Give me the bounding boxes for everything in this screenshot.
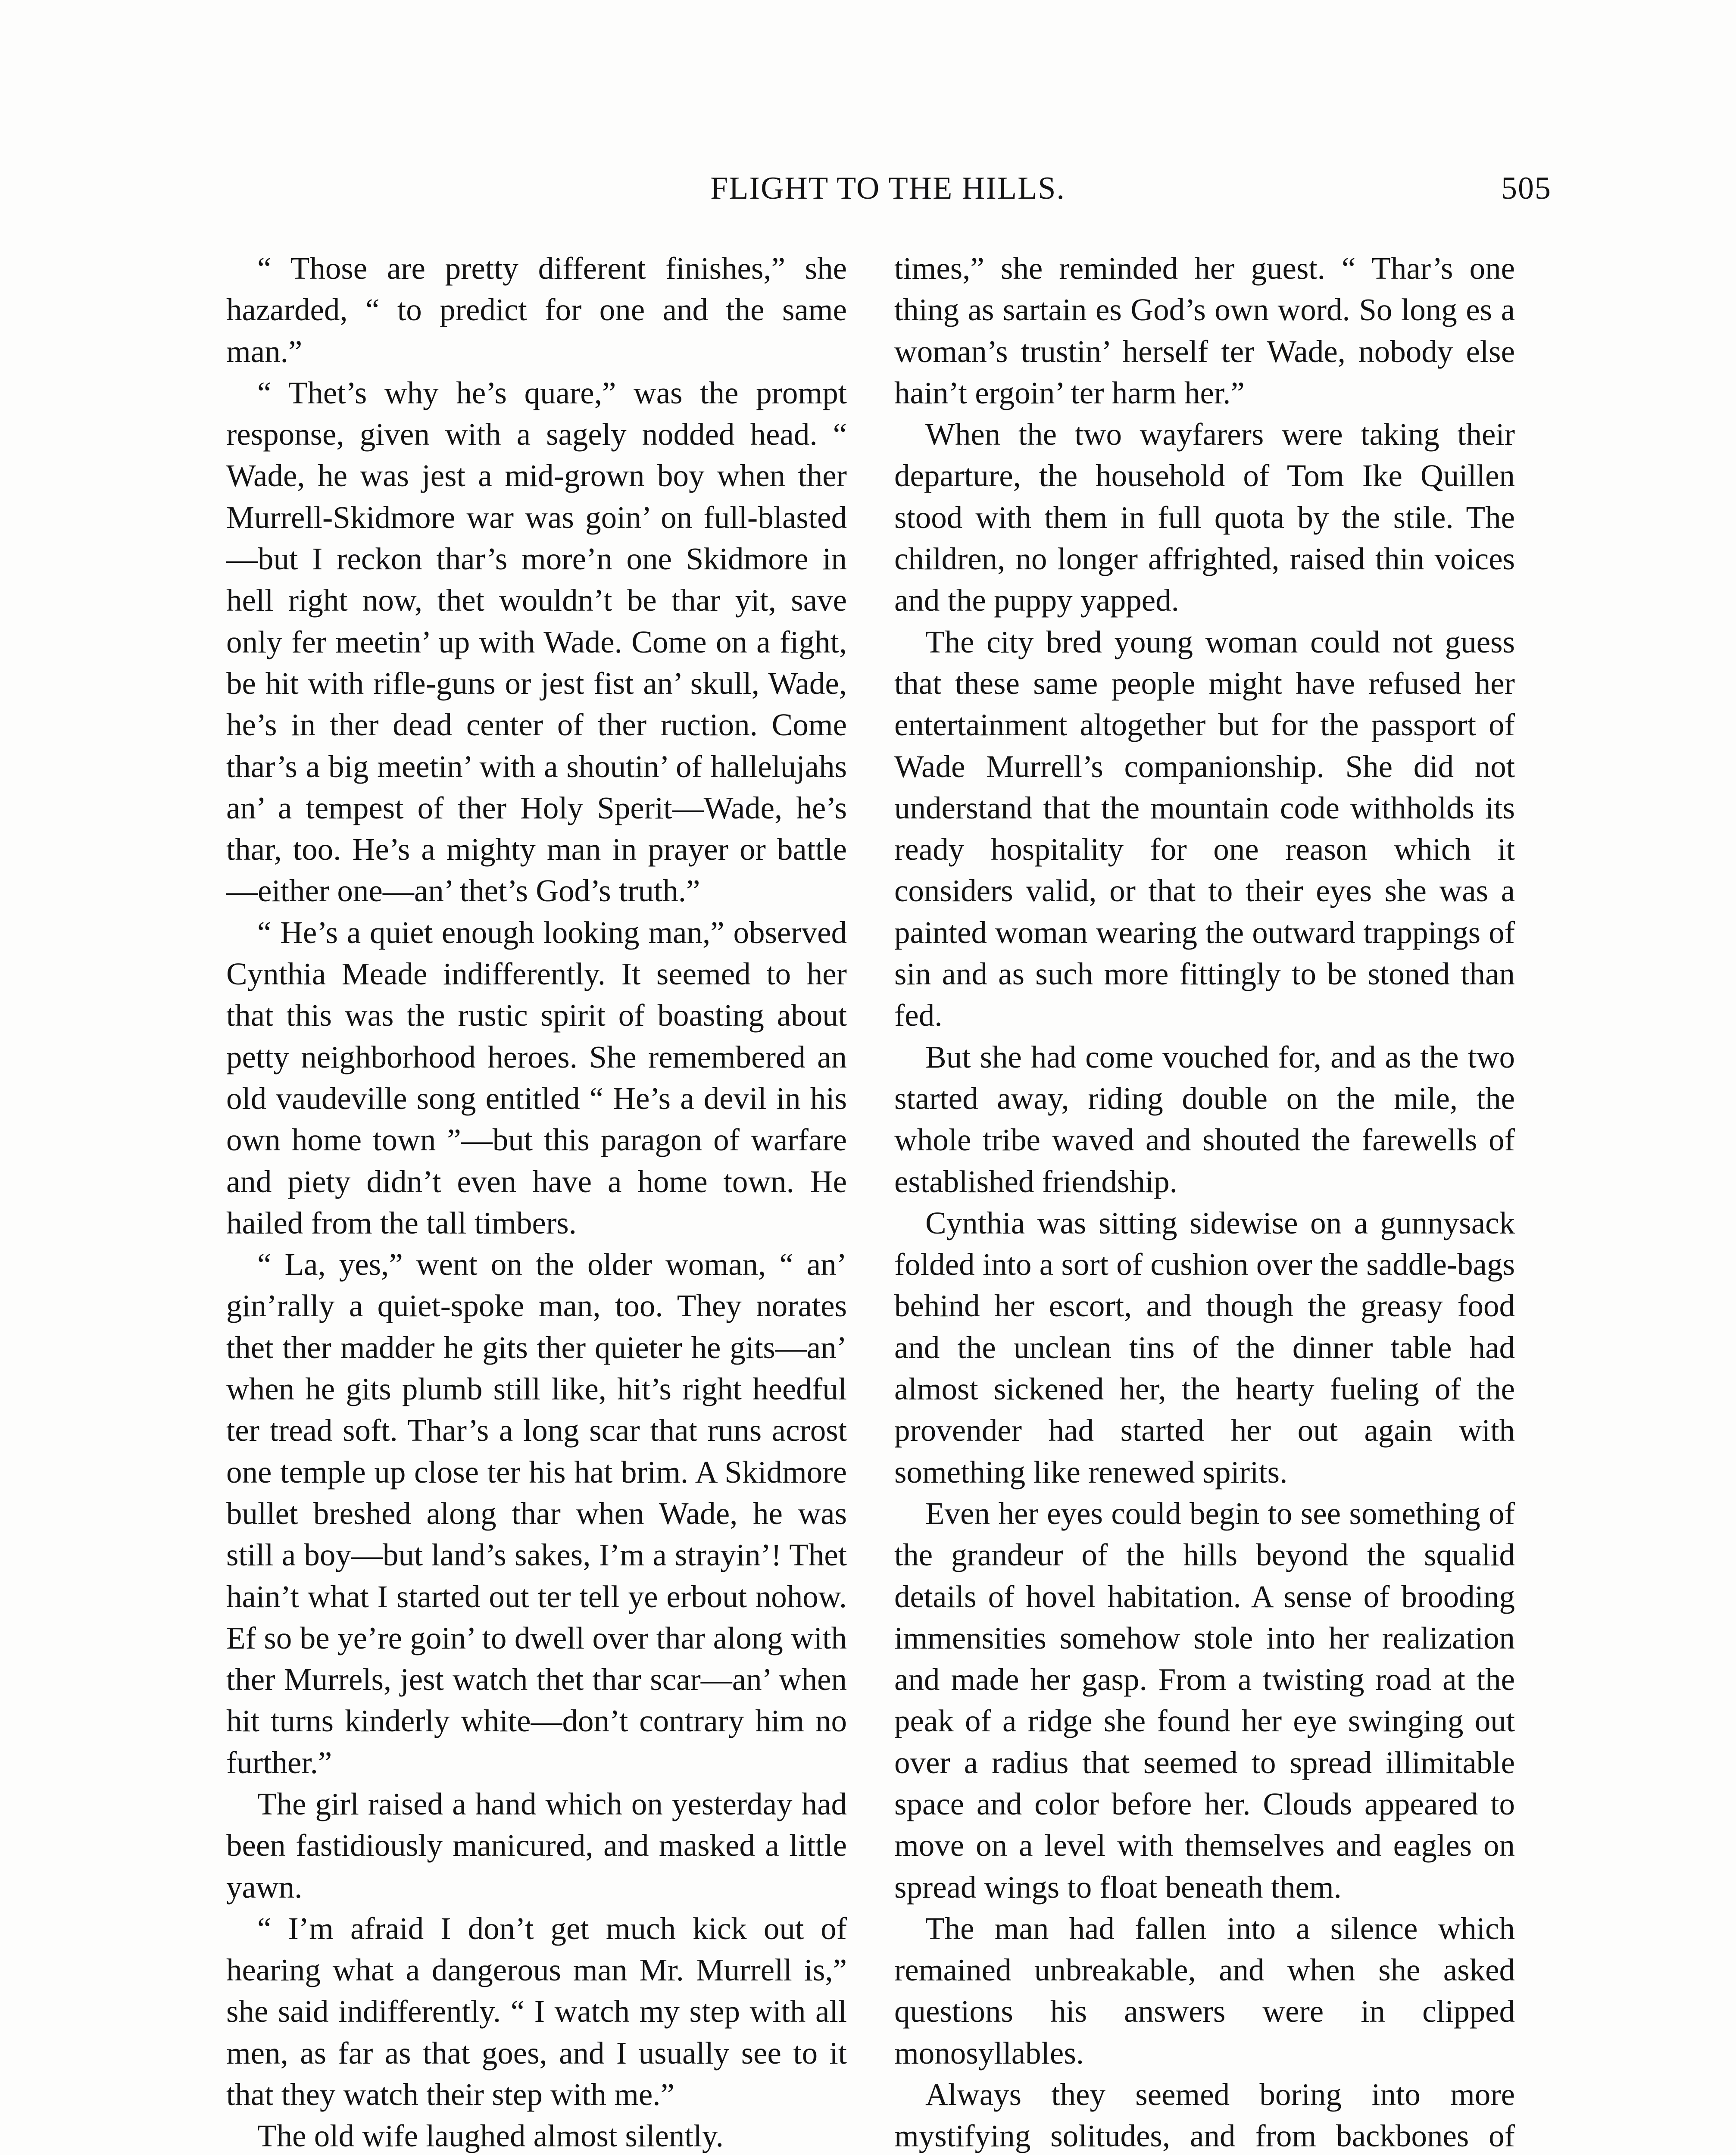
paragraph: When the two wayfarers were taking their departure, the household of Tom Ike Quillen stood with them in full quota by the stile. The children, no longer affrighted, raised thin voices and the puppy yapped.	[894, 417, 1515, 618]
running-title: FLIGHT TO THE HILLS.	[710, 171, 1065, 206]
paragraph: The old wife laughed almost silently.	[257, 2118, 724, 2154]
page-number: 505	[1501, 171, 1552, 206]
paragraph: Even her eyes could begin to see something of the grandeur of the hills beyond the squalid details of hovel habitation. A sense of brooding immensities somehow stole into her realization and made her gasp. From a twisting road at the peak of a ridge she found her eye swinging out over a radius that seemed to spread illimitable space and color before her. Clouds appeared to move on a level with themselves and eagles on spread wings to float beneath them.	[894, 1496, 1515, 1905]
paragraph: Always they seemed boring into more mystifying solitudes, and from backbones of	[894, 2077, 1515, 2154]
paragraph: But she had come vouched for, and as the two started away, riding double on the mile, the whole tribe waved and shouted the farewells of established friendship.	[894, 1039, 1515, 1199]
paragraph: times,” she reminded her guest. “ Thar’s one thing as sartain es God’s own word. So long es a woman’s trustin’ herself ter Wade, nobody else hain’t ergoin’ ter harm her.”	[894, 251, 1515, 410]
left-column	[226, 248, 847, 2155]
paragraph: “ Those are pretty different finishes,” she hazarded, “ to predict for one and the same man.”	[226, 251, 847, 369]
paragraph: “ I’m afraid I don’t get much kick out of hearing what a dangerous man Mr. Murrell is,” she said indifferently. “ I watch my step with all men, as far as that goes, and I usually see to it that they watch their step with me.”	[226, 1911, 847, 2112]
paragraph: Cynthia was sitting sidewise on a gunnysack folded into a sort of cushion over the saddle-bags behind her escort, and though the greasy food and the unclean tins of the dinner table had almost sickened her, the hearty fueling of the provender had started her out again with something like renewed spirits.	[894, 1205, 1515, 1490]
paragraph: The city bred young woman could not guess that these same people might have refused her entertainment altogether but for the passport of Wade Murrell’s companionship. She did not understand that the mountain code withholds its ready hospitality for one reason which it considers valid, or that to their eyes she was a painted woman wearing the outward trappings of sin and as such more fittingly to be stoned than fed.	[894, 624, 1515, 1033]
paragraph: “ La, yes,” went on the older woman, “ an’ gin’rally a quiet-spoke man, too. They norates thet ther madder he gits ther quieter he gits—an’ when he gits plumb still like, hit’s right heedful ter tread soft. Thar’s a long scar that runs acrost one temple up close ter his hat brim. A Skidmore bullet breshed along thar when Wade, he was still a boy—but land’s sakes, I’m a strayin’! Thet hain’t what I started out ter tell ye erbout nohow. Ef so be ye’re goin’ to dwell over thar along with ther Murrels, jest watch thet thar scar—an’ when hit turns kinderly white—don’t contrary him no further.”	[226, 1247, 847, 1780]
right-column	[894, 248, 1515, 2155]
paragraph: The man had fallen into a silence which remained unbreakable, and when she asked questions his answers were in clipped monosyllables.	[894, 1911, 1515, 2071]
paragraph: The girl raised a hand which on yesterday had been fastidiously manicured, and masked a little yawn.	[226, 1786, 847, 1905]
paragraph: “ Thet’s why he’s quare,” was the prompt response, given with a sagely nodded head. “ Wade, he was jest a mid-grown boy when ther Murrell-Skidmore war was goin’ on full-blasted—but I reckon thar’s more’n one Skidmore in hell right now, thet wouldn’t be thar yit, save only fer meetin’ up with Wade. Come on a fight, be hit with rifle-guns or jest fist an’ skull, Wade, he’s in ther dead center of ther ruction. Come thar’s a big meetin’ with a shoutin’ of hallelujahs an’ a tempest of ther Holy Sperit—Wade, he’s thar, too. He’s a mighty man in prayer or battle—either one—an’ thet’s God’s truth.”	[226, 375, 847, 909]
paragraph: “ He’s a quiet enough looking man,” observed Cynthia Meade indifferently. It seemed to her that this was the rustic spirit of boasting about petty neighborhood heroes. She remembered an old vaudeville song entitled “ He’s a devil in his own home town ”—but this paragon of warfare and piety didn’t even have a home town. He hailed from the tall timbers.	[226, 915, 847, 1240]
running-head	[224, 170, 1552, 226]
